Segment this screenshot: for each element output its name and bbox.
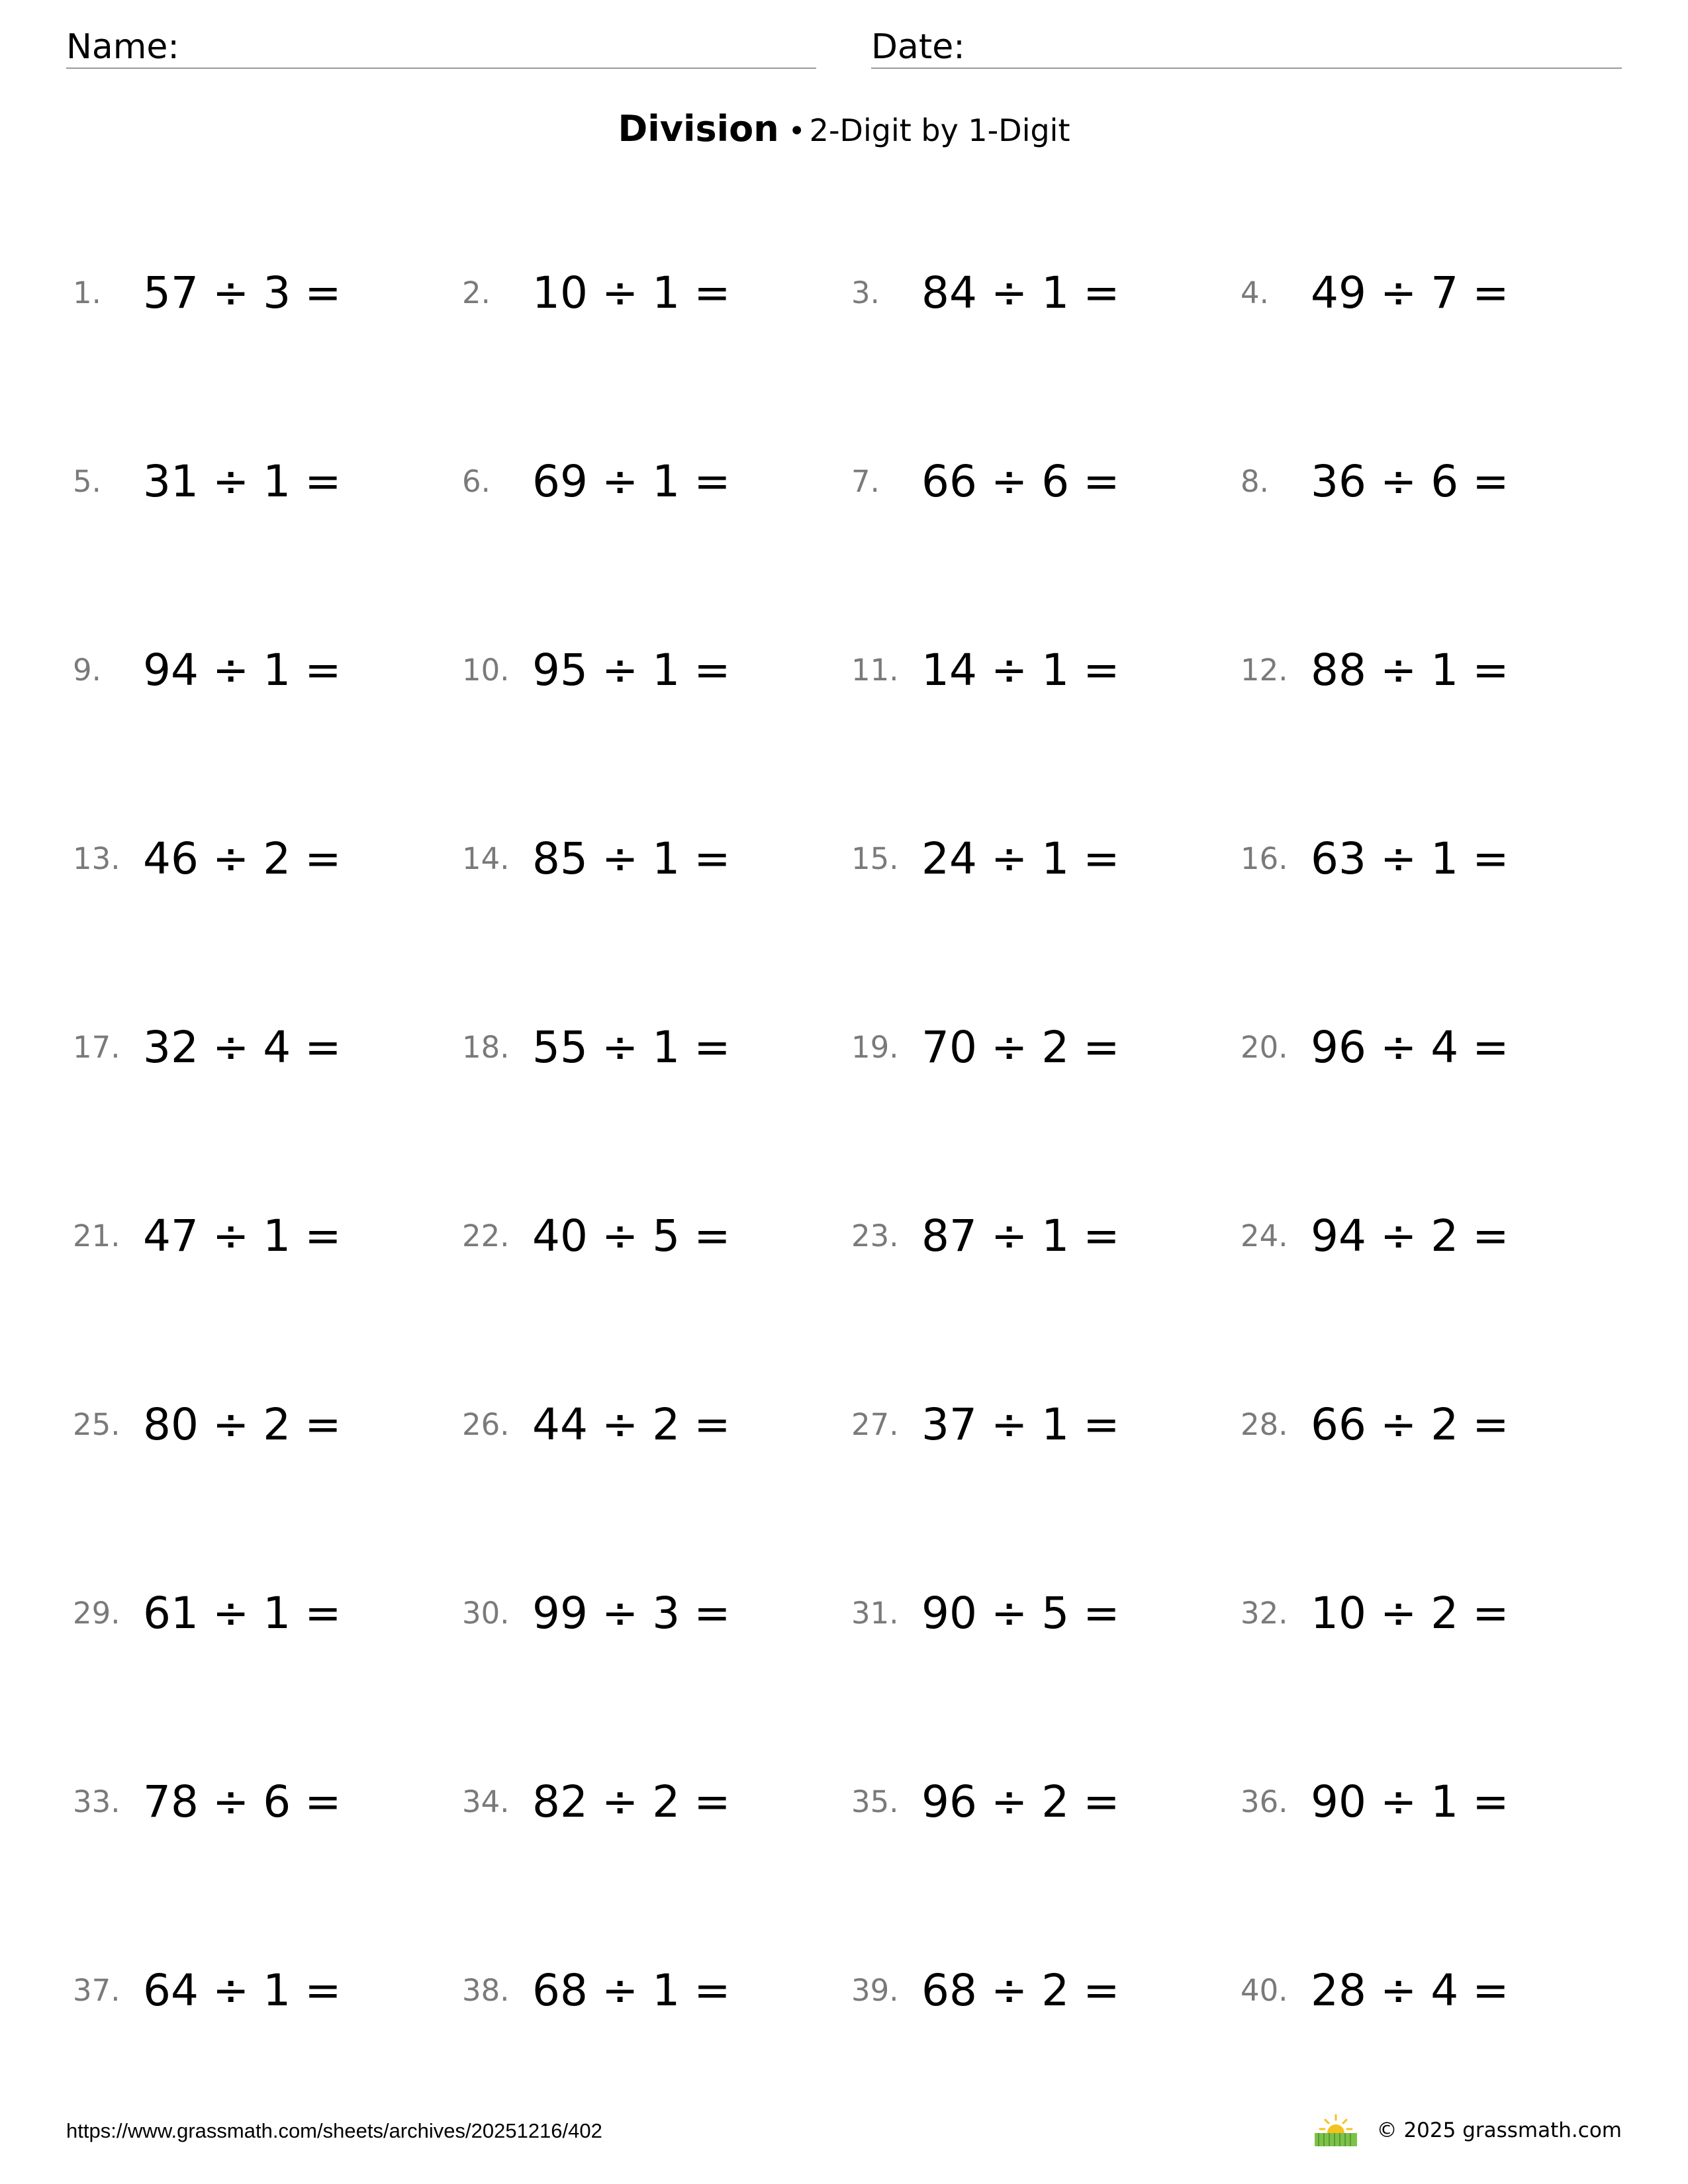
problem-number: 7. (851, 463, 880, 499)
problem-number: 15. (851, 841, 899, 876)
problem-number: 11. (851, 652, 899, 688)
problem-expression: 66 ÷ 6 = (921, 455, 1120, 507)
problem-expression: 99 ÷ 3 = (532, 1587, 731, 1639)
problem-expression: 85 ÷ 1 = (532, 833, 731, 884)
problem-expression: 44 ÷ 2 = (532, 1398, 731, 1450)
problem-expression: 68 ÷ 1 = (532, 1964, 731, 2016)
problem-number: 10. (462, 652, 510, 688)
problem-expression: 55 ÷ 1 = (532, 1021, 731, 1073)
problem-expression: 69 ÷ 1 = (532, 455, 731, 507)
problem-expression: 61 ÷ 1 = (143, 1587, 342, 1639)
problem-expression: 90 ÷ 1 = (1311, 1776, 1509, 1827)
problem-expression: 10 ÷ 2 = (1311, 1587, 1509, 1639)
problem-expression: 28 ÷ 4 = (1311, 1964, 1509, 2016)
problem-number: 39. (851, 1972, 899, 2008)
problem-expression: 95 ÷ 1 = (532, 644, 731, 696)
problem-number: 16. (1241, 841, 1288, 876)
problem-item (73, 435, 462, 527)
problem-number: 37. (73, 1972, 120, 2008)
problem-number: 17. (73, 1029, 120, 1065)
problem-item (73, 1944, 462, 2036)
problem-number: 24. (1241, 1218, 1288, 1253)
problem-expression: 78 ÷ 6 = (143, 1776, 342, 1827)
date-field[interactable] (871, 24, 1622, 69)
problem-expression: 40 ÷ 5 = (532, 1210, 731, 1261)
problem-expression: 87 ÷ 1 = (921, 1210, 1120, 1261)
problem-expression: 36 ÷ 6 = (1311, 455, 1509, 507)
date-label: Date: (871, 27, 965, 67)
problem-item (851, 246, 1241, 339)
problem-expression: 94 ÷ 1 = (143, 644, 342, 696)
problem-number: 1. (73, 275, 101, 310)
problem-expression: 37 ÷ 1 = (921, 1398, 1120, 1450)
grass-sun-icon (1312, 2113, 1360, 2148)
problem-expression: 10 ÷ 1 = (532, 267, 731, 318)
problem-item (462, 1755, 851, 1848)
problem-item (851, 1944, 1241, 2036)
problem-number: 23. (851, 1218, 899, 1253)
problem-item (1241, 1944, 1630, 2036)
problem-number: 2. (462, 275, 491, 310)
problem-item (462, 246, 851, 339)
problem-item (462, 1001, 851, 1093)
problem-number: 28. (1241, 1406, 1288, 1442)
problem-item (462, 812, 851, 905)
problem-item (73, 1001, 462, 1093)
problem-expression: 96 ÷ 4 = (1311, 1021, 1509, 1073)
problem-item (73, 1378, 462, 1471)
name-label: Name: (66, 27, 179, 67)
problem-item (462, 623, 851, 716)
problem-number: 18. (462, 1029, 510, 1065)
problem-expression: 80 ÷ 2 = (143, 1398, 342, 1450)
problem-expression: 88 ÷ 1 = (1311, 644, 1509, 696)
problem-expression: 49 ÷ 7 = (1311, 267, 1509, 318)
problem-item (462, 1567, 851, 1659)
problem-expression: 47 ÷ 1 = (143, 1210, 342, 1261)
copyright-text: © 2025 grassmath.com (1376, 2118, 1622, 2142)
problem-expression: 66 ÷ 2 = (1311, 1398, 1509, 1450)
problem-expression: 70 ÷ 2 = (921, 1021, 1120, 1073)
problem-number: 40. (1241, 1972, 1288, 2008)
problem-item (1241, 1378, 1630, 1471)
problem-item (73, 812, 462, 905)
problem-item (462, 435, 851, 527)
problem-item (1241, 812, 1630, 905)
problem-expression: 31 ÷ 1 = (143, 455, 342, 507)
problem-expression: 24 ÷ 1 = (921, 833, 1120, 884)
problem-expression: 63 ÷ 1 = (1311, 833, 1509, 884)
problem-item (462, 1378, 851, 1471)
problem-item (73, 1755, 462, 1848)
problem-item (851, 435, 1241, 527)
problem-item (1241, 623, 1630, 716)
problem-item (851, 1567, 1241, 1659)
problem-number: 32. (1241, 1595, 1288, 1631)
problem-number: 13. (73, 841, 120, 876)
problem-item (73, 623, 462, 716)
problem-item (1241, 246, 1630, 339)
problem-number: 30. (462, 1595, 510, 1631)
problem-number: 27. (851, 1406, 899, 1442)
footer-url: https://www.grassmath.com/sheets/archives/20251216/402 (66, 2119, 602, 2142)
problem-number: 9. (73, 652, 101, 688)
problem-item (1241, 435, 1630, 527)
problem-item (462, 1944, 851, 2036)
problem-number: 6. (462, 463, 491, 499)
problem-expression: 90 ÷ 5 = (921, 1587, 1120, 1639)
problem-number: 29. (73, 1595, 120, 1631)
problem-expression: 57 ÷ 3 = (143, 267, 342, 318)
problem-item (851, 1378, 1241, 1471)
problem-number: 22. (462, 1218, 510, 1253)
problem-number: 12. (1241, 652, 1288, 688)
problem-number: 3. (851, 275, 880, 310)
problem-expression: 68 ÷ 2 = (921, 1964, 1120, 2016)
problem-expression: 96 ÷ 2 = (921, 1776, 1120, 1827)
worksheet-title (0, 105, 1688, 162)
problem-expression: 82 ÷ 2 = (532, 1776, 731, 1827)
problem-item (1241, 1567, 1630, 1659)
problem-number: 36. (1241, 1784, 1288, 1819)
problem-number: 38. (462, 1972, 510, 2008)
problem-number: 25. (73, 1406, 120, 1442)
problem-expression: 94 ÷ 2 = (1311, 1210, 1509, 1261)
footer-brand (1312, 2113, 1622, 2148)
problem-number: 31. (851, 1595, 899, 1631)
problem-number: 26. (462, 1406, 510, 1442)
problem-item (1241, 1755, 1630, 1848)
problem-number: 34. (462, 1784, 510, 1819)
problem-number: 33. (73, 1784, 120, 1819)
problem-item (73, 246, 462, 339)
problem-expression: 14 ÷ 1 = (921, 644, 1120, 696)
problem-item (462, 1189, 851, 1282)
title-subtitle: 2-Digit by 1-Digit (809, 113, 1070, 148)
problem-grid (73, 246, 1630, 2132)
problem-expression: 64 ÷ 1 = (143, 1964, 342, 2016)
problem-item (851, 1755, 1241, 1848)
problem-item (851, 1189, 1241, 1282)
problem-number: 20. (1241, 1029, 1288, 1065)
problem-number: 4. (1241, 275, 1269, 310)
name-field[interactable] (66, 24, 816, 69)
problem-item (1241, 1189, 1630, 1282)
problem-item (73, 1189, 462, 1282)
problem-number: 5. (73, 463, 101, 499)
problem-item (73, 1567, 462, 1659)
problem-item (851, 812, 1241, 905)
problem-number: 21. (73, 1218, 120, 1253)
problem-item (851, 623, 1241, 716)
problem-expression: 32 ÷ 4 = (143, 1021, 342, 1073)
problem-expression: 84 ÷ 1 = (921, 267, 1120, 318)
problem-item (851, 1001, 1241, 1093)
problem-expression: 46 ÷ 2 = (143, 833, 342, 884)
title-separator: • (788, 114, 806, 148)
title-main: Division (618, 108, 779, 150)
problem-item (1241, 1001, 1630, 1093)
problem-number: 35. (851, 1784, 899, 1819)
problem-number: 14. (462, 841, 510, 876)
problem-number: 19. (851, 1029, 899, 1065)
problem-number: 8. (1241, 463, 1269, 499)
